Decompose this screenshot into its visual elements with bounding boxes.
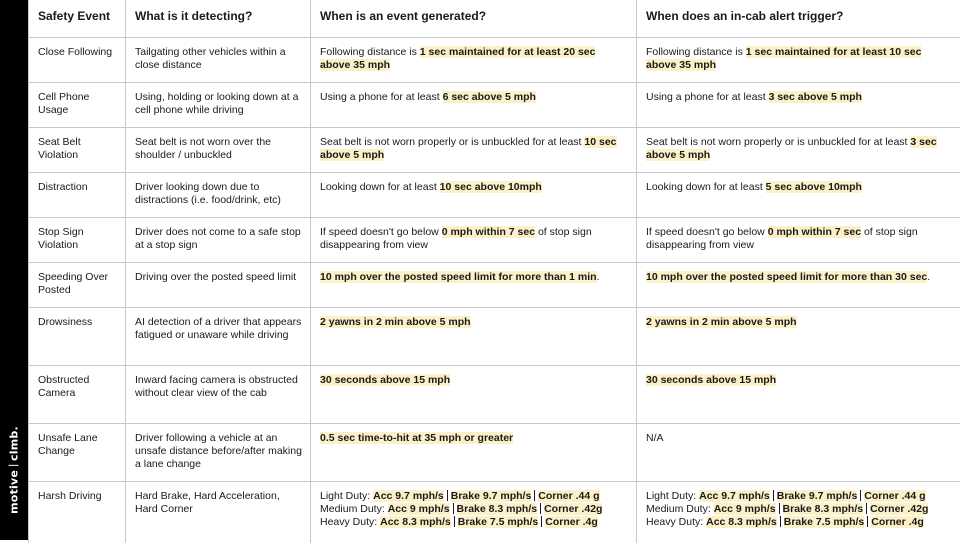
alert-threshold: 0 mph within 7 sec xyxy=(768,226,861,238)
divider xyxy=(860,490,861,501)
alert-text: Looking down for at least xyxy=(646,181,766,193)
table-row xyxy=(29,83,960,128)
table-row xyxy=(29,308,960,366)
gen-threshold: 10 mph over the posted speed limit for more than 1 min xyxy=(320,271,597,283)
alert-text: Following distance is xyxy=(646,46,746,58)
table-row xyxy=(29,38,960,83)
event-generated xyxy=(311,424,637,482)
duty-label: Heavy Duty: xyxy=(646,516,706,528)
alert-threshold: 2 yawns in 2 min above 5 mph xyxy=(646,316,797,328)
alert-trigger xyxy=(637,173,960,218)
brake-threshold: Brake 8.3 mph/s xyxy=(457,503,538,515)
event-name: Distraction xyxy=(29,173,126,218)
acc-threshold: Acc 9.7 mph/s xyxy=(699,490,770,502)
alert-threshold: 3 sec above 5 mph xyxy=(769,91,862,103)
event-generated xyxy=(311,366,637,424)
event-generated xyxy=(311,263,637,308)
gen-threshold: 2 yawns in 2 min above 5 mph xyxy=(320,316,471,328)
header-alert-trigger: When does an in-cab alert trigger? xyxy=(637,0,960,38)
table-header-row xyxy=(29,0,960,38)
corner-threshold: Corner .4g xyxy=(871,516,924,528)
divider xyxy=(454,516,455,527)
gen-threshold: 30 seconds above 15 mph xyxy=(320,374,450,386)
gen-threshold: 0 mph within 7 sec xyxy=(442,226,535,238)
brake-threshold: Brake 8.3 mph/s xyxy=(783,503,864,515)
brake-threshold: Brake 9.7 mph/s xyxy=(777,490,858,502)
event-generated xyxy=(311,308,637,366)
alert-threshold: 3 sec above 5 mph xyxy=(646,136,937,161)
event-generated xyxy=(311,38,637,83)
alert-threshold: 30 seconds above 15 mph xyxy=(646,374,776,386)
event-detect: Driving over the posted speed limit xyxy=(126,263,311,308)
table-row xyxy=(29,218,960,263)
alert-threshold: 5 sec above 10mph xyxy=(766,181,862,193)
corner-threshold: Corner .4g xyxy=(545,516,598,528)
brand-logo-text xyxy=(8,426,21,514)
event-detect: Driver does not come to a safe stop at a stop sign xyxy=(126,218,311,263)
table-row xyxy=(29,424,960,482)
brand-logo-climb: clmb. xyxy=(8,426,21,461)
alert-trigger xyxy=(637,218,960,263)
event-generated xyxy=(311,173,637,218)
alert-trigger xyxy=(637,308,960,366)
alert-trigger xyxy=(637,128,960,173)
divider xyxy=(453,503,454,514)
corner-threshold: Corner .44 g xyxy=(864,490,925,502)
brake-threshold: Brake 9.7 mph/s xyxy=(451,490,532,502)
duty-line-medium xyxy=(320,503,628,516)
event-detect: AI detection of a driver that appears fatigued or unaware while driving xyxy=(126,308,311,366)
acc-threshold: Acc 9 mph/s xyxy=(714,503,776,515)
duty-label: Heavy Duty: xyxy=(320,516,380,528)
divider xyxy=(867,516,868,527)
duty-label: Light Duty: xyxy=(646,490,699,502)
event-generated xyxy=(311,218,637,263)
corner-threshold: Corner .42g xyxy=(870,503,928,515)
divider xyxy=(773,490,774,501)
header-event-generated: When is an event generated? xyxy=(311,0,637,38)
event-name: Drowsiness xyxy=(29,308,126,366)
alert-trigger xyxy=(637,38,960,83)
duty-line-medium xyxy=(646,503,953,516)
gen-text: Following distance is xyxy=(320,46,420,58)
gen-text: Looking down for at least xyxy=(320,181,440,193)
alert-text: Using a phone for at least xyxy=(646,91,769,103)
gen-threshold: 10 sec above 10mph xyxy=(440,181,542,193)
alert-text: If speed doesn't go below xyxy=(646,226,768,238)
event-detect: Hard Brake, Hard Acceleration, Hard Corner xyxy=(126,482,311,543)
event-name: Harsh Driving xyxy=(29,482,126,543)
duty-label: Medium Duty: xyxy=(646,503,714,515)
event-detect: Inward facing camera is obstructed without clear view of the cab xyxy=(126,366,311,424)
gen-threshold: 0.5 sec time-to-hit at 35 mph or greater xyxy=(320,432,513,444)
alert-threshold: 10 mph over the posted speed limit for more than 30 sec xyxy=(646,271,927,283)
divider xyxy=(866,503,867,514)
brand-logo-motive: motive xyxy=(8,470,21,514)
table-row xyxy=(29,173,960,218)
event-name: Close Following xyxy=(29,38,126,83)
event-generated xyxy=(311,128,637,173)
alert-text: N/A xyxy=(646,432,664,444)
event-name: Unsafe Lane Change xyxy=(29,424,126,482)
divider xyxy=(534,490,535,501)
acc-threshold: Acc 9.7 mph/s xyxy=(373,490,444,502)
table-row-harsh-driving xyxy=(29,482,960,543)
event-name: Stop Sign Violation xyxy=(29,218,126,263)
acc-threshold: Acc 9 mph/s xyxy=(388,503,450,515)
duty-label: Light Duty: xyxy=(320,490,373,502)
gen-text-after: . xyxy=(597,271,600,283)
gen-text: Using a phone for at least xyxy=(320,91,443,103)
header-detecting: What is it detecting? xyxy=(126,0,311,38)
event-generated xyxy=(311,83,637,128)
event-name: Obstructed Camera xyxy=(29,366,126,424)
divider xyxy=(541,516,542,527)
duty-line-heavy xyxy=(320,516,628,529)
duty-line-light xyxy=(646,490,953,503)
gen-text-after: of stop sign disappearing from view xyxy=(320,226,592,251)
acc-threshold: Acc 8.3 mph/s xyxy=(706,516,777,528)
alert-threshold: 1 sec maintained for at least 10 sec above 35 mph xyxy=(646,46,921,71)
table-row xyxy=(29,366,960,424)
acc-threshold: Acc 8.3 mph/s xyxy=(380,516,451,528)
duty-line-heavy xyxy=(646,516,953,529)
brake-threshold: Brake 7.5 mph/s xyxy=(784,516,865,528)
alert-trigger xyxy=(637,424,960,482)
brand-logo xyxy=(0,420,28,520)
divider xyxy=(540,503,541,514)
header-safety-event: Safety Event xyxy=(29,0,126,38)
safety-events-table xyxy=(28,0,960,543)
event-detect: Seat belt is not worn over the shoulder / unbuckled xyxy=(126,128,311,173)
duty-line-light xyxy=(320,490,628,503)
alert-text: Seat belt is not worn properly or is unbuckled for at least xyxy=(646,136,910,148)
corner-threshold: Corner .42g xyxy=(544,503,602,515)
event-detect: Driver following a vehicle at an unsafe distance before/after making a lane change xyxy=(126,424,311,482)
brand-side-band xyxy=(0,0,28,540)
alert-trigger xyxy=(637,366,960,424)
gen-threshold: 10 sec above 5 mph xyxy=(320,136,617,161)
event-name: Cell Phone Usage xyxy=(29,83,126,128)
gen-text: If speed doesn't go below xyxy=(320,226,442,238)
alert-trigger xyxy=(637,83,960,128)
gen-threshold: 1 sec maintained for at least 20 sec above 35 mph xyxy=(320,46,595,71)
divider xyxy=(447,490,448,501)
divider xyxy=(780,516,781,527)
brand-logo-divider xyxy=(9,465,19,466)
brake-threshold: Brake 7.5 mph/s xyxy=(458,516,539,528)
event-name: Speeding Over Posted xyxy=(29,263,126,308)
alert-trigger xyxy=(637,263,960,308)
event-detect: Driver looking down due to distractions (i.e. food/drink, etc) xyxy=(126,173,311,218)
event-detect: Using, holding or looking down at a cell phone while driving xyxy=(126,83,311,128)
alert-text-after: of stop sign disappearing from view xyxy=(646,226,918,251)
alert-text-after: . xyxy=(927,271,930,283)
alert-trigger xyxy=(637,482,960,543)
corner-threshold: Corner .44 g xyxy=(538,490,599,502)
table-row xyxy=(29,263,960,308)
duty-label: Medium Duty: xyxy=(320,503,388,515)
table-row xyxy=(29,128,960,173)
divider xyxy=(779,503,780,514)
gen-threshold: 6 sec above 5 mph xyxy=(443,91,536,103)
gen-text: Seat belt is not worn properly or is unbuckled for at least xyxy=(320,136,584,148)
event-generated xyxy=(311,482,637,543)
event-detect: Tailgating other vehicles within a close distance xyxy=(126,38,311,83)
event-name: Seat Belt Violation xyxy=(29,128,126,173)
